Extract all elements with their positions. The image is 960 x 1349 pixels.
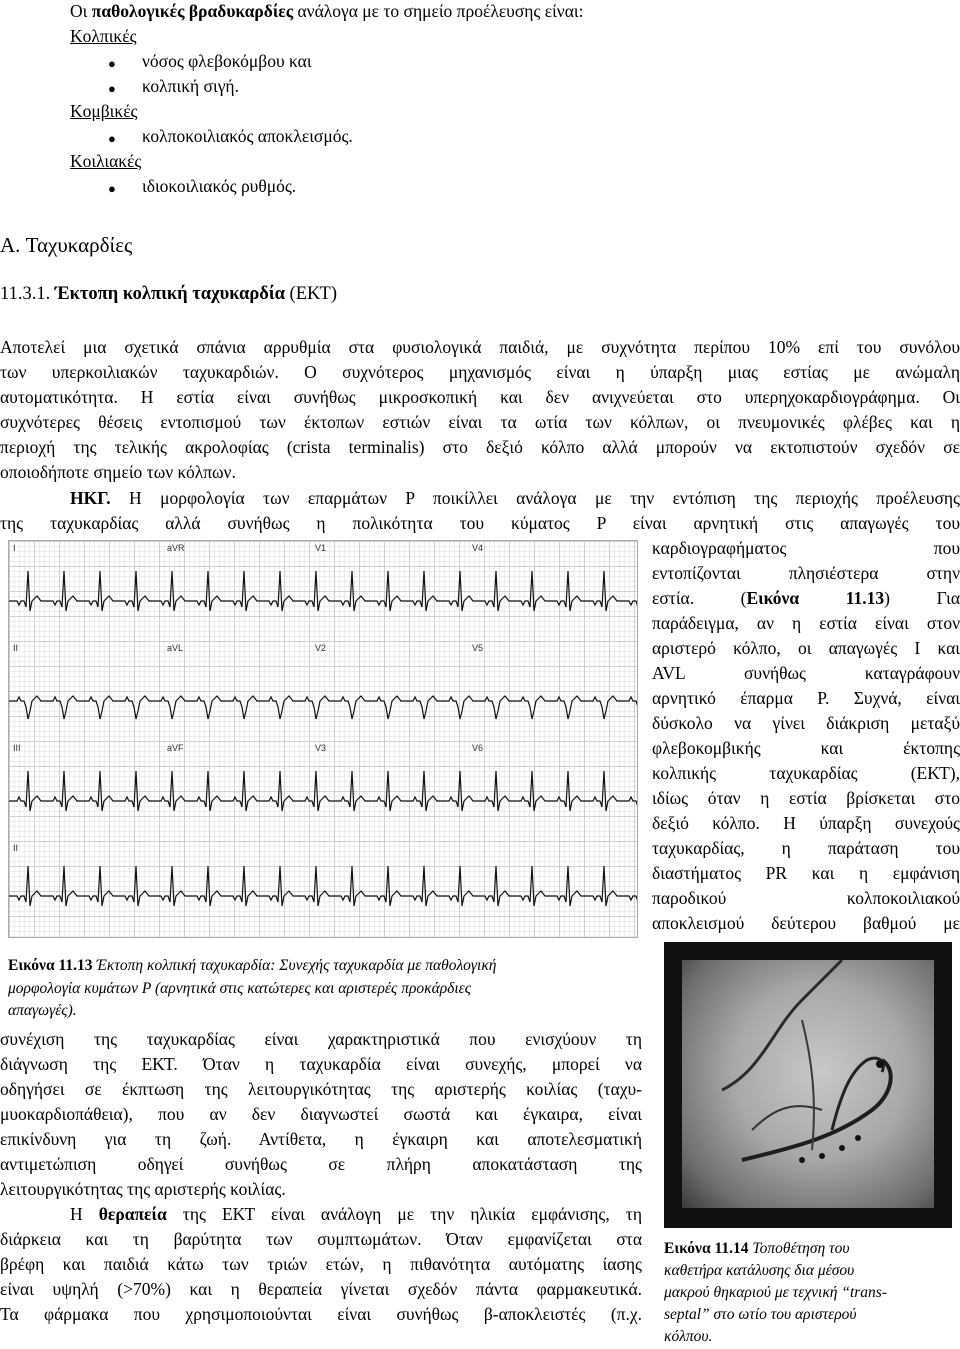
- ecg-trace: [9, 571, 637, 611]
- fig13-caption-line: απαγωγές).: [8, 1002, 77, 1019]
- fig13-caption-line: [8, 955, 496, 977]
- right-col-text: καρδιογραφήματος που: [652, 538, 960, 558]
- right-col-line: παράδειγμα, αν η εστία είναι στον: [652, 613, 960, 633]
- lower-text-line: διάγνωση της ΕΚΤ. Όταν η ταχυκαρδία είναι συνεχής, μπορεί να: [0, 1054, 642, 1074]
- fig14-caption-line: septal” στο ωτίο του αριστερού: [664, 1306, 857, 1323]
- ecg-lead-label: V6: [472, 743, 484, 753]
- therapy-line: είναι υψηλή (>70%) και η θεραπεία γίνεται σχεδόν πάντα φαρμακευτικά.: [0, 1279, 642, 1299]
- ecg-trace: [9, 771, 637, 811]
- subsection-title: Έκτοπη κολπική ταχυκαρδία: [54, 284, 285, 304]
- ecg-paragraph-line: [70, 487, 960, 509]
- intro-bold: παθολογικές βραδυκαρδίες: [91, 1, 294, 21]
- nodal-item: κολποκοιλιακός αποκλεισμός.: [142, 126, 353, 146]
- ecg-figure: [8, 540, 638, 938]
- ventricular-heading: Κοιλιακές: [70, 151, 142, 171]
- ecg-lead-label: aVR: [167, 543, 185, 553]
- right-col-line: εντοπίζονται πλησιέστερα στην: [652, 563, 960, 583]
- right-col-line: παροδικού κολποκοιλιακού: [652, 888, 960, 908]
- ecg-lead-label: V5: [472, 643, 484, 653]
- ecg-lead-label: V2: [315, 643, 327, 653]
- right-col-line: δεξιό κόλπο. Η ύπαρξη συνεχούς: [652, 813, 960, 833]
- bullet-icon: ●: [108, 81, 116, 96]
- therapy-text: Η: [70, 1204, 99, 1224]
- fluoroscopy-field: [682, 960, 934, 1208]
- right-col-line: ιδίως όταν η εστία βρίσκεται στο: [652, 788, 960, 808]
- paragraph-line: Αποτελεί μια σχετικά σπάνια αρρυθμία στα φυσιολογικά παιδιά, με συχνότητα περίπου 10% επί του συνόλου: [0, 337, 960, 357]
- paragraph-line: αυτοματικότητα. Η εστία είναι συνήθως μικροσκοπική και δεν ανιχνεύεται στο υπερηχοκαρδιογράφημα. Οι: [0, 387, 960, 407]
- ecg-paragraph-line: της ταχυκαρδίας αλλά συνήθως η πολικότητα του κύματος P είναι αρνητική στις απαγωγές του: [0, 513, 960, 533]
- lower-text-line: συνέχιση της ταχυκαρδίας είναι χαρακτηριστικά που ενισχύουν τη: [0, 1029, 642, 1049]
- right-col-line: αριστερό κόλπο, οι απαγωγές I και: [652, 638, 960, 658]
- bullet-icon: ●: [108, 131, 116, 146]
- subsection-heading: [0, 283, 337, 305]
- ecg-lead-label: V4: [472, 543, 484, 553]
- subsection-number: 11.3.1.: [0, 284, 55, 304]
- lower-text-line: οδηγήσει σε έκπτωση της λειτουργικότητας της αριστερής κοιλίας (ταχυ-: [0, 1079, 642, 1099]
- fig14-caption-line: κόλπου.: [664, 1328, 713, 1345]
- ecg-lead-label: III: [13, 743, 21, 753]
- fig14-text: Τοποθέτηση του: [748, 1240, 850, 1257]
- therapy-text-rest: της ΕΚΤ είναι ανάλογη με την ηλικία εμφάνισης, τη: [166, 1204, 642, 1224]
- section-heading: A. Ταχυκαρδίες: [0, 233, 133, 257]
- therapy-line: διάρκεια και τη βαρύτητα των συμπτωμάτων. Όταν εμφανίζεται στα: [0, 1229, 642, 1249]
- therapy-line: Τα φάρμακα που χρησιμοποιούνται είναι συνήθως β-αποκλειστές (π.χ.: [0, 1304, 642, 1324]
- lower-text-line: επικίνδυνη για τη ζωή. Αντίθετα, η έγκαιρη και αποτελεσματική: [0, 1129, 642, 1149]
- right-col-line: AVL συνήθως καταγράφουν: [652, 663, 960, 683]
- ecg-lead-label: aVF: [167, 743, 184, 753]
- right-col-line: φλεβοκομβικής και έκτοπης: [652, 738, 960, 758]
- ecg-lead-label: V3: [315, 743, 327, 753]
- paragraph-line: οποιοδήποτε σημείο των κόλπων.: [0, 462, 236, 482]
- lower-text-line: λειτουργικότητας της αριστερής κοιλίας.: [0, 1179, 286, 1199]
- right-col-line: δύσκολο να γίνει διάκριση μεταξύ: [652, 713, 960, 733]
- right-col-line: αρνητικό έπαρμα P. Συχνά, είναι: [652, 688, 960, 708]
- paragraph-line: των υπερκοιλιακών ταχυκαρδιών. Ο συχνότερος μηχανισμός είναι η ύπαρξη μιας εστίας με ανώμαλη: [0, 362, 960, 382]
- paragraph-line: περιοχή της τελικής ακρολοφίας (crista terminalis) στο δεξιό κόλπο αλλά μπορούν να εκτοπιστούν σχεδόν σε: [0, 437, 960, 457]
- ecg-lead-label: aVL: [167, 643, 184, 653]
- bullet-icon: ●: [108, 181, 116, 196]
- ecg-trace: [9, 696, 637, 719]
- right-col-line: ταχυκαρδίας, η παράταση του: [652, 838, 960, 858]
- catheter-drawing: [682, 960, 934, 1208]
- paragraph-line: συχνότερες θέσεις εντοπισμού των έκτοπων εστιών είναι τα ωτία των κόλπων, οι πνευμονικές φλέβες και η: [0, 412, 960, 432]
- bullet-icon: ●: [108, 56, 116, 71]
- therapy-line: [70, 1203, 642, 1225]
- atrial-heading: Κολπικές: [70, 26, 137, 46]
- fluoroscopy-image: [664, 942, 952, 1228]
- right-col-line: αποκλεισμού δεύτερου βαθμού με: [652, 913, 960, 933]
- ecg-lead-label: II: [13, 643, 19, 653]
- therapy-line: βρέφη και παιδιά κάτω των τριών ετών, η πιθανότητα αυτόματης ίασης: [0, 1254, 642, 1274]
- fig14-caption-line: καθετήρα κατάλυσης δια μέσου: [664, 1262, 855, 1279]
- right-col-line: εστία. (Εικόνα 11.13) Για: [652, 588, 960, 608]
- ecg-lead-label: V1: [315, 543, 327, 553]
- fig13-label: Εικόνα 11.13: [8, 957, 93, 974]
- right-col-line: [652, 537, 960, 559]
- ecg-traces: [9, 541, 637, 937]
- lower-text-line: μυοκαρδιοπάθεια), που αν δεν διαγνωστεί σωστά και έγκαιρα, είναι: [0, 1104, 642, 1124]
- fig14-label: Εικόνα 11.14: [664, 1240, 749, 1257]
- ecg-lead: ΗΚΓ.: [70, 488, 111, 508]
- intro-text-rest: ανάλογα με το σημείο προέλευσης είναι:: [293, 1, 584, 21]
- right-col-line: κολπικής ταχυκαρδίας (ΕΚΤ),: [652, 763, 960, 783]
- ecg-text: Η μορφολογία των επαρμάτων P ποικίλλει ανάλογα με την εντόπιση της περιοχής προέλευσης: [110, 488, 960, 508]
- intro-text: Οι: [70, 1, 92, 21]
- ecg-lead-label: II: [13, 843, 19, 853]
- atrial-item: νόσος φλεβοκόμβου και: [142, 51, 312, 71]
- ventricular-item: ιδιοκοιλιακός ρυθμός.: [142, 176, 297, 196]
- right-col-line: διαστήματος PR και η εμφάνιση: [652, 863, 960, 883]
- subsection-abbr: (ΕΚΤ): [284, 284, 338, 304]
- therapy-bold: θεραπεία: [98, 1204, 167, 1224]
- fig13-caption-line: μορφολογία κυμάτων P (αρνητικά στις κατώτερες και αριστερές προκάρδιες: [8, 980, 472, 997]
- intro-line: [70, 0, 583, 22]
- fig14-caption-line: [664, 1238, 849, 1260]
- lower-text-line: αντιμετώπιση οδηγεί συνήθως σε πλήρη αποκατάσταση της: [0, 1154, 642, 1174]
- fig14-caption-line: μακρού θηκαριού με τεχνική “trans-: [664, 1284, 887, 1301]
- ecg-lead-label: I: [13, 543, 16, 553]
- ecg-trace: [9, 866, 637, 906]
- nodal-heading: Κομβικές: [70, 101, 138, 121]
- fig13-text: Έκτοπη κολπική ταχυκαρδία: Συνεχής ταχυκαρδία με παθολογική: [92, 957, 497, 974]
- atrial-item: κολπική σιγή.: [142, 76, 239, 96]
